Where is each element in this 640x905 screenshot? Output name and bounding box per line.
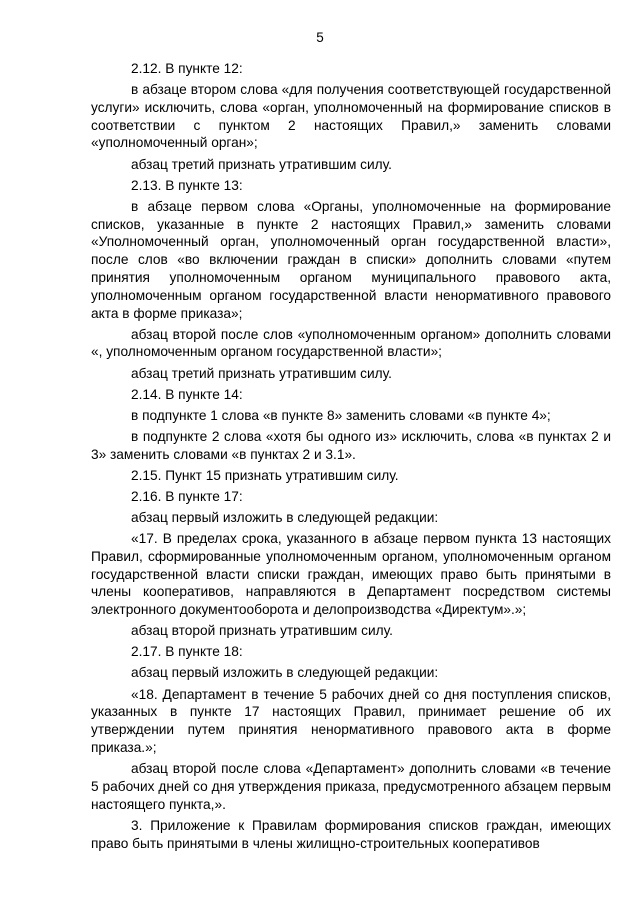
page-number: 5 [316, 30, 324, 45]
paragraph-2-16-abzac-1: абзац первый изложить в следующей редакции: [131, 509, 439, 525]
paragraph-3: 3. Приложение к Правилам формирования списков граждан, имеющих право быть принятыми в члены жилищно-строительных кооперативов [91, 817, 611, 851]
paragraph-2-12-heading: 2.12. В пункте 12: [131, 61, 243, 76]
paragraph-2-12-abzac-3: абзац третий признать утратившим силу. [131, 156, 392, 172]
paragraph-2-17-heading: 2.17. В пункте 18: [131, 644, 243, 660]
paragraph-2-17-quote: «18. Департамент в течение 5 рабочих дней со дня поступления списков, указанных в пункте 17 настоящих Правил, принимает решение об их утверждении путем принятия ненормативного правового акта в форме приказа.»; [91, 686, 611, 755]
paragraph-2-14-sub-1: в подпункте 1 слова «в пункте 8» заменить словами «в пункте 4»; [131, 407, 551, 423]
paragraph-2-12-abzac-2: в абзаце втором слова «для получения соответствующей государственной услуги» исключить, слова «орган, уполномоченный на формирование списков в соответствии с пунктом 2 настоящих Правил,» заменить словами «уполномоченный орган»; [91, 82, 611, 151]
paragraph-2-17-abzac-2: абзац второй после слова «Департамент» дополнить словами «в течение 5 рабочих дней со дня утверждения приказа, предусмотренного абзацем первым настоящего пункта,». [91, 761, 611, 812]
document-body [91, 60, 611, 852]
paragraph-2-14-sub-2: в подпункте 2 слова «хотя бы одного из» исключить, слова «в пунктах 2 и 3» заменить словами «в пунктах 2 и 3.1». [91, 428, 611, 462]
paragraph-2-17-abzac-1: абзац первый изложить в следующей редакции: [131, 665, 439, 681]
paragraph-2-15: 2.15. Пункт 15 признать утратившим силу. [131, 467, 399, 483]
paragraph-2-13-heading: 2.13. В пункте 13: [131, 177, 243, 193]
paragraph-2-13-abzac-2: абзац второй после слов «уполномоченным органом» дополнить словами «, уполномоченным органом государственной власти»; [91, 326, 611, 360]
paragraph-2-16-abzac-2: абзац второй признать утратившим силу. [131, 623, 393, 639]
paragraph-2-14-heading: 2.14. В пункте 14: [131, 386, 243, 402]
paragraph-2-13-abzac-3: абзац третий признать утратившим силу. [131, 365, 392, 381]
paragraph-2-13-abzac-1: в абзаце первом слова «Органы, уполномоченные на формирование списков, указанные в пункте 2 настоящих Правил,» заменить словами «Уполномоченный орган, уполномоченный орган государственной власти», после слов «во включении граждан в списки» дополнить словами «путем принятия уполномоченным органом муниципального правового акта, уполномоченным органом государственной власти ненормативного правового акта в форме приказа»; [91, 198, 611, 321]
paragraph-2-16-quote: «17. В пределах срока, указанного в абзаце первом пункта 13 настоящих Правил, сформированные уполномоченным органом, уполномоченным органом государственной власти списки граждан, имеющих право быть принятыми в члены кооперативов, направляются в Департамент посредством системы электронного документооборота и делопроизводства «Директум».»; [91, 530, 611, 618]
paragraph-2-16-heading: 2.16. В пункте 17: [131, 488, 243, 504]
